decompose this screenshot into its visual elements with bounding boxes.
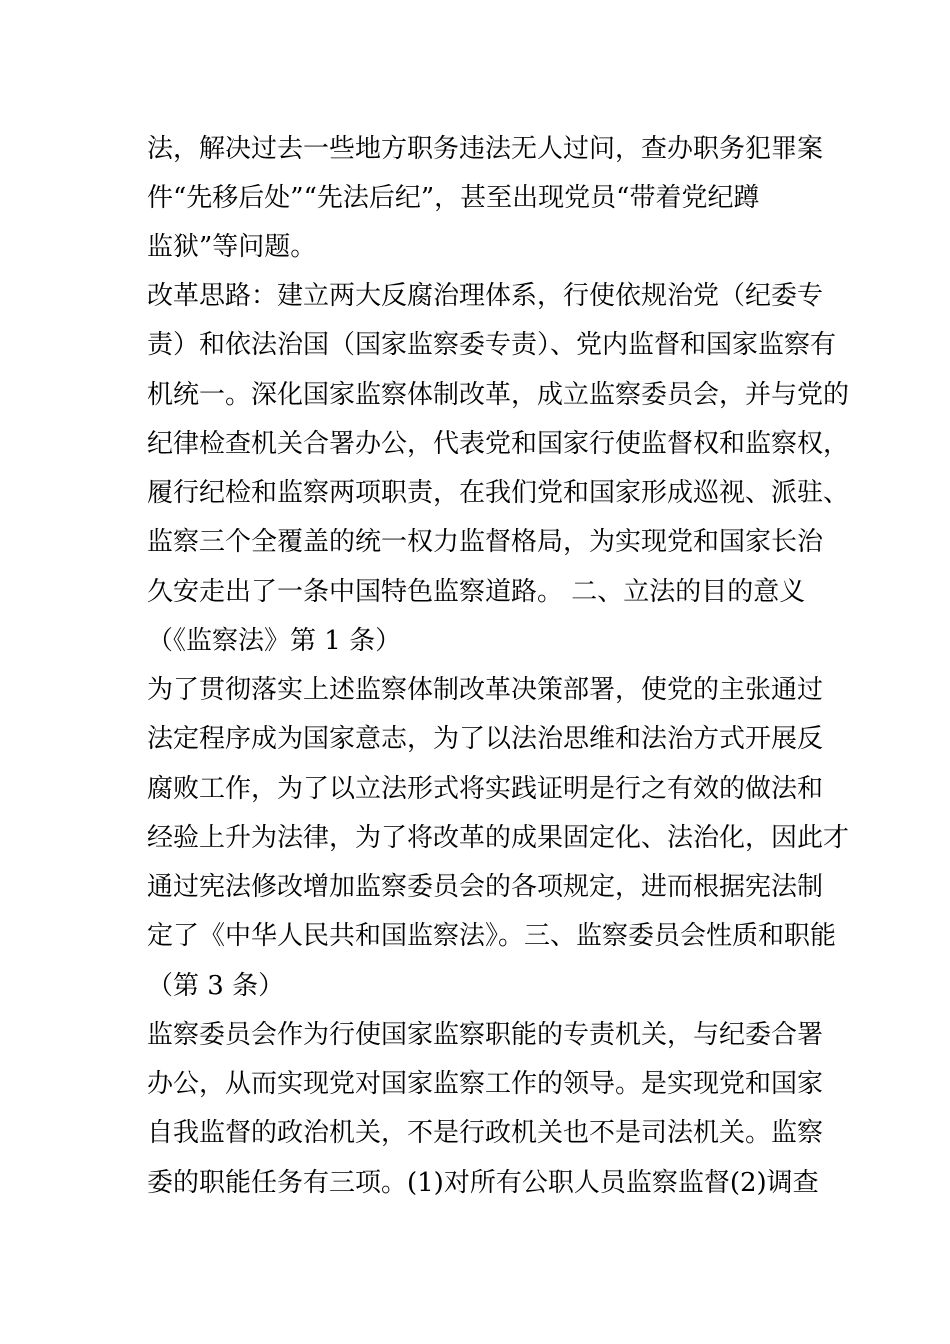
text-line: 定了《中华人民共和国监察法》。三、监察委员会性质和职能 xyxy=(147,921,837,951)
text-line: 委的职能任务有三项。(1)对所有公职人员监察监督(2)调查 xyxy=(147,1168,819,1198)
text-line: 久安走出了一条中国特色监察道路。 二、立法的目的意义 xyxy=(147,577,806,607)
text-line: 履行纪检和监察两项职责，在我们党和国家形成巡视、派驻、 xyxy=(147,478,850,508)
text-line: 办公，从而实现党对国家监察工作的领导。是实现党和国家 xyxy=(147,1069,824,1099)
text-line: 自我监督的政治机关，不是行政机关也不是司法机关。监察 xyxy=(147,1118,824,1148)
text-line: 件“先移后处”“先法后纪”，甚至出现党员“带着党纪蹲 xyxy=(147,183,760,213)
text-line: 监狱”等问题。 xyxy=(147,232,317,262)
text-line: 监察三个全覆盖的统一权力监督格局，为实现党和国家长治 xyxy=(147,527,824,557)
text-line: 法，解决过去一些地方职务违法无人过问，查办职务犯罪案 xyxy=(147,134,824,164)
section-reference: （第 3 条） xyxy=(147,971,285,1001)
text-line: 改革思路：建立两大反腐治理体系，行使依规治党（纪委专 xyxy=(147,281,824,311)
text-line: 法定程序成为国家意志，为了以法治思维和法治方式开展反 xyxy=(147,724,824,754)
text-line: 为了贯彻落实上述监察体制改革决策部署，使党的主张通过 xyxy=(147,675,824,705)
text-line: 机统一。深化国家监察体制改革，成立监察委员会，并与党的 xyxy=(147,380,850,410)
text-line: 通过宪法修改增加监察委员会的各项规定，进而根据宪法制 xyxy=(147,872,824,902)
text-line: 责）和依法治国（国家监察委专责）、党内监督和国家监察有 xyxy=(147,330,837,360)
text-line: 腐败工作，为了以立法形式将实践证明是行之有效的做法和 xyxy=(147,774,824,804)
text-line: 经验上升为法律，为了将改革的成果固定化、法治化，因此才 xyxy=(147,823,850,853)
text-line: 监察委员会作为行使国家监察职能的专责机关，与纪委合署 xyxy=(147,1020,824,1050)
section-reference: （《监察法》第 1 条） xyxy=(147,626,402,656)
text-line: 纪律检查机关合署办公，代表党和国家行使监督权和监察权， xyxy=(147,429,850,459)
